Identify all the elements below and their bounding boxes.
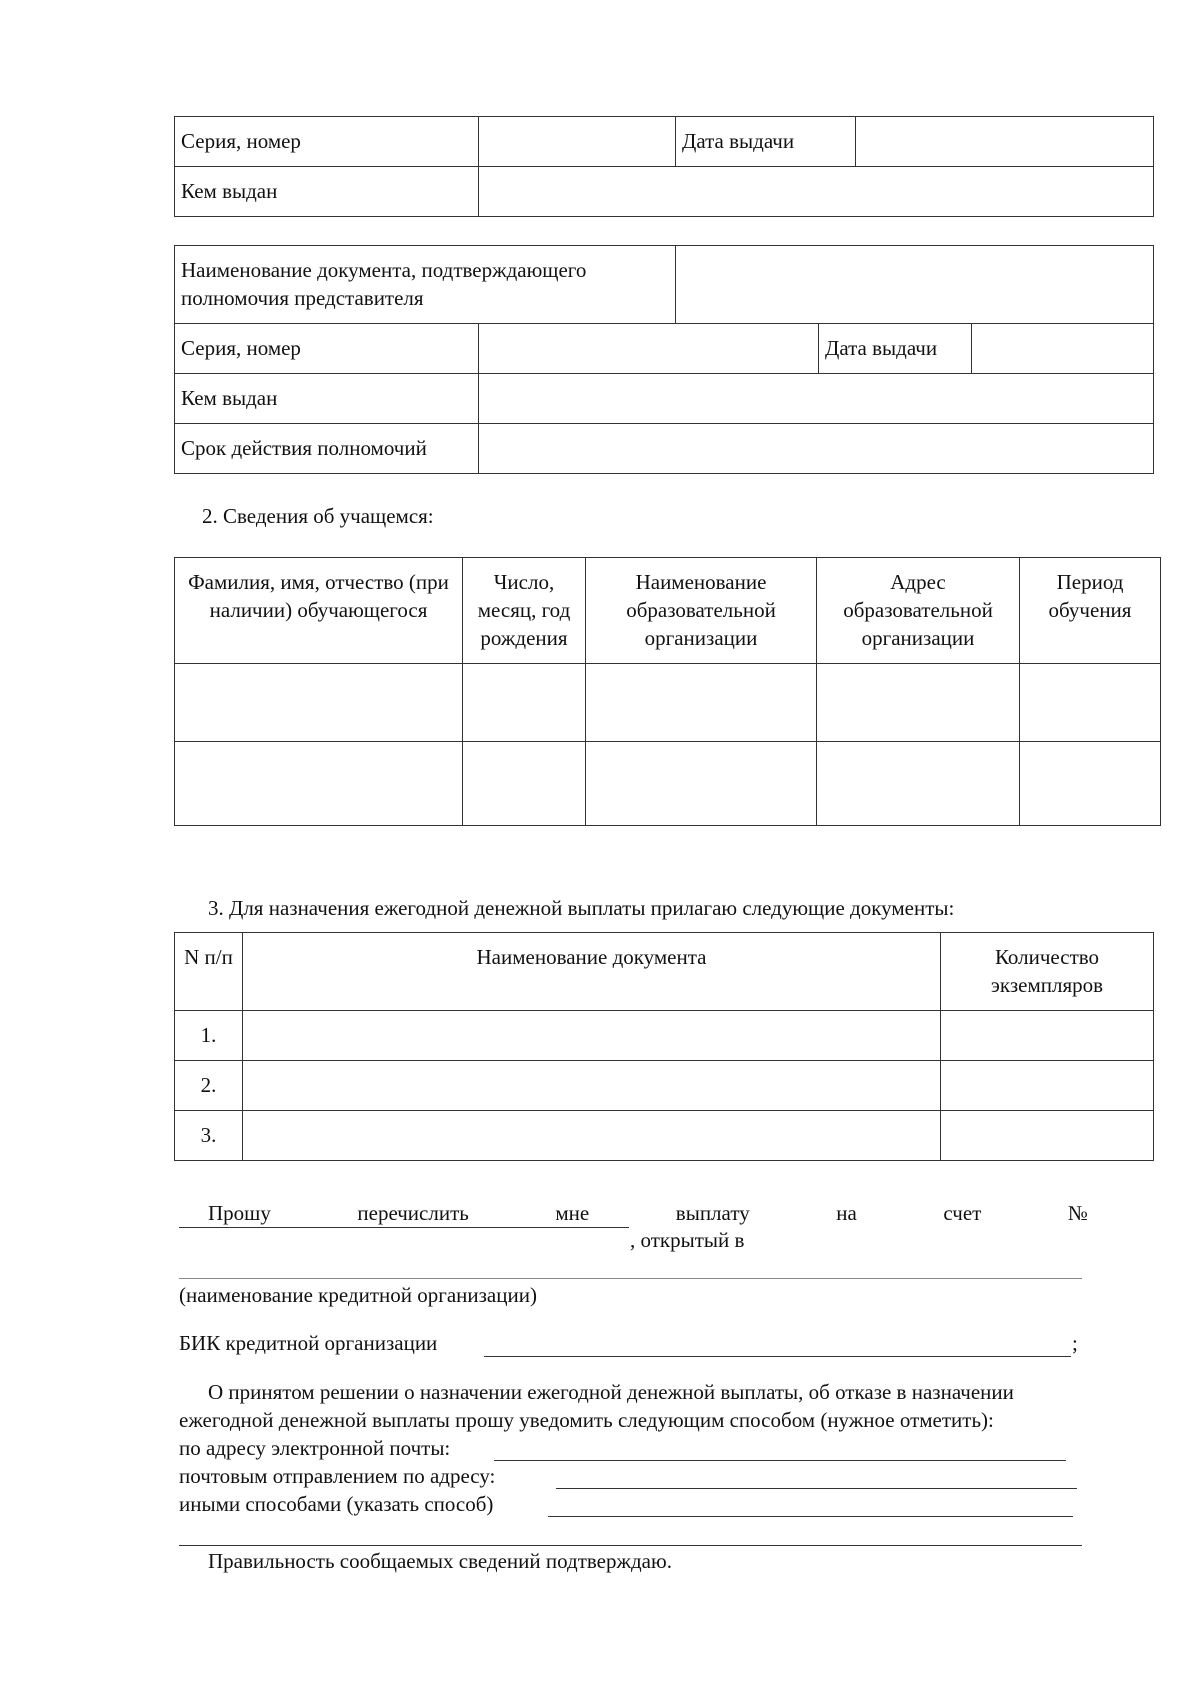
payment-word: мне: [555, 1201, 590, 1225]
authority-issued-label: Кем выдан: [175, 374, 479, 424]
authority-series-label: Серия, номер: [175, 324, 479, 374]
payment-word: Прошу: [208, 1201, 271, 1225]
table-row: [175, 664, 1161, 742]
col-number: N п/п: [175, 933, 243, 1011]
cell[interactable]: [1020, 664, 1161, 742]
account-number-field[interactable]: [179, 1227, 629, 1228]
authority-table: [174, 245, 1154, 474]
student-table: [174, 557, 1161, 826]
issued-by-value[interactable]: [479, 167, 1154, 217]
cell[interactable]: [817, 742, 1020, 826]
notification-line-2: ежегодной денежной выплаты прошу уведомить следующим способом (нужное отметить):: [179, 1408, 994, 1432]
authority-issued-value[interactable]: [479, 374, 1154, 424]
table-row: [175, 1011, 1154, 1061]
cell[interactable]: [463, 664, 586, 742]
notification-line-1: О принятом решении о назначении ежегодной денежной выплаты, об отказе в назначении: [208, 1380, 1014, 1404]
payment-word: выплату: [675, 1201, 750, 1225]
documents-table: [174, 932, 1154, 1161]
cell[interactable]: [941, 1011, 1154, 1061]
authority-doc-value[interactable]: [676, 246, 1154, 324]
issued-by-label: Кем выдан: [175, 167, 479, 217]
other-method-label: иными способами (указать способ): [179, 1492, 494, 1516]
authority-date-value[interactable]: [972, 324, 1154, 374]
opened-in-label: , открытый в: [630, 1228, 745, 1252]
table-row: [175, 1061, 1154, 1111]
authority-date-label: Дата выдачи: [819, 324, 972, 374]
cell[interactable]: [586, 742, 817, 826]
payment-word: №: [1067, 1201, 1088, 1225]
col-birth-date: Число, месяц, год рождения: [463, 558, 586, 664]
payment-request-line: [208, 1199, 1088, 1227]
cell[interactable]: [1020, 742, 1161, 826]
date-label: Дата выдачи: [676, 117, 856, 167]
authority-series-value[interactable]: [479, 324, 819, 374]
date-value[interactable]: [856, 117, 1154, 167]
cell[interactable]: [941, 1061, 1154, 1111]
section3-heading: 3. Для назначения ежегодной денежной выплаты прилагаю следующие документы:: [208, 896, 955, 920]
extra-field[interactable]: [179, 1545, 1082, 1546]
row-number: 1.: [175, 1011, 243, 1061]
series-value[interactable]: [479, 117, 676, 167]
post-address-field[interactable]: [556, 1488, 1077, 1489]
col-copies: Количество экземпляров: [941, 933, 1154, 1011]
row-number: 2.: [175, 1061, 243, 1111]
email-field[interactable]: [494, 1460, 1066, 1461]
table-row: [175, 742, 1161, 826]
section2-heading: 2. Сведения об учащемся:: [202, 504, 434, 528]
bik-label: БИК кредитной организации: [179, 1331, 438, 1355]
post-label: почтовым отправлением по адресу:: [179, 1464, 496, 1488]
payment-word: перечислить: [357, 1201, 469, 1225]
row-number: 3.: [175, 1111, 243, 1161]
bik-field[interactable]: [484, 1356, 1071, 1357]
bank-name-field[interactable]: [179, 1278, 1082, 1279]
col-study-period: Период обучения: [1020, 558, 1161, 664]
payment-word: на: [836, 1201, 857, 1225]
confirmation-text: Правильность сообщаемых сведений подтверждаю.: [208, 1549, 672, 1573]
cell[interactable]: [243, 1111, 941, 1161]
col-doc-name: Наименование документа: [243, 933, 941, 1011]
bank-name-caption: (наименование кредитной организации): [179, 1283, 537, 1307]
cell[interactable]: [817, 664, 1020, 742]
col-student-name: Фамилия, имя, отчество (при наличии) обучающегося: [175, 558, 463, 664]
other-method-field[interactable]: [548, 1516, 1073, 1517]
cell[interactable]: [243, 1011, 941, 1061]
table-row: [175, 1111, 1154, 1161]
cell[interactable]: [586, 664, 817, 742]
authority-validity-label: Срок действия полномочий: [175, 424, 479, 474]
col-org-name: Наименование образовательной организации: [586, 558, 817, 664]
cell[interactable]: [175, 742, 463, 826]
col-org-address: Адрес образовательной организации: [817, 558, 1020, 664]
bik-end: ;: [1072, 1331, 1078, 1355]
email-label: по адресу электронной почты:: [179, 1436, 451, 1460]
rep-id-table: [174, 116, 1154, 217]
payment-word: счет: [943, 1201, 982, 1225]
series-label: Серия, номер: [175, 117, 479, 167]
cell[interactable]: [243, 1061, 941, 1111]
cell[interactable]: [463, 742, 586, 826]
cell[interactable]: [175, 664, 463, 742]
authority-doc-label: Наименование документа, подтверждающего полномочия представителя: [175, 246, 676, 324]
authority-validity-value[interactable]: [479, 424, 1154, 474]
cell[interactable]: [941, 1111, 1154, 1161]
